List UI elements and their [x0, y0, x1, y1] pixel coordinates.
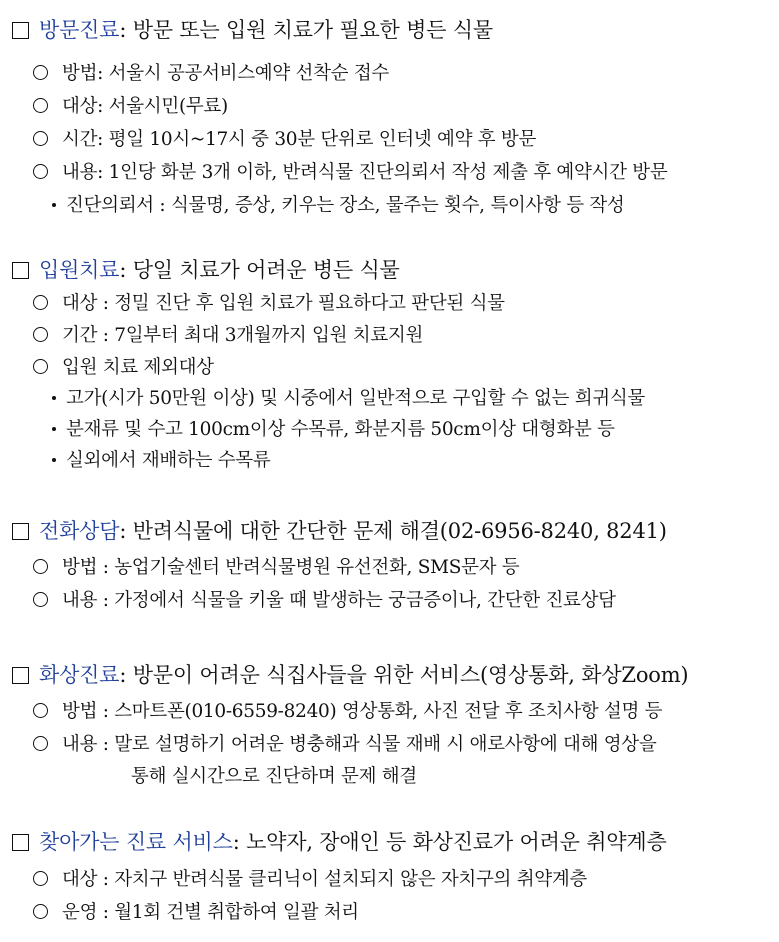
section-description: : 방문이 어려운 식집사들을 위한 서비스(영상통화, 화상Zoom): [119, 663, 689, 687]
hollow-circle-bullet-icon: [33, 164, 48, 179]
list-item: [33, 904, 359, 923]
hollow-circle-bullet-icon: [33, 592, 48, 607]
item-text: 기간 : 7일부터 최대 3개월까지 입원 치료지원: [62, 325, 424, 346]
list-item: [33, 131, 536, 150]
item-text: 대상: 서울시민(무료): [62, 96, 228, 117]
hollow-circle-bullet-icon: [33, 327, 48, 342]
checkbox-square-icon: [12, 834, 29, 851]
section-heading-visit-care: [12, 20, 493, 41]
hollow-circle-bullet-icon: [33, 295, 48, 310]
section-description: : 당일 치료가 어려운 병든 식물: [119, 258, 400, 282]
section-title: 입원치료: [39, 258, 120, 282]
sub-item-text: 분재류 및 수고 100cm이상 수목류, 화분지름 50cm이상 대형화분 등: [66, 419, 615, 440]
section-title: 찾아가는 진료 서비스: [39, 830, 233, 854]
sub-item-text: 진단의뢰서 : 식물명, 증상, 키우는 장소, 물주는 횟수, 특이사항 등 작성: [66, 195, 625, 216]
item-text: 입원 치료 제외대상: [62, 357, 214, 378]
hollow-circle-bullet-icon: [33, 65, 48, 80]
item-text: 방법: 서울시 공공서비스예약 선착순 접수: [62, 63, 389, 84]
sub-list-item: [52, 452, 270, 471]
list-item: [33, 736, 656, 755]
hollow-circle-bullet-icon: [33, 736, 48, 751]
item-text: 운영 : 월1회 건별 취합하여 일괄 처리: [62, 902, 359, 923]
item-text: 방법 : 농업기술센터 반려식물병원 유선전화, SMS문자 등: [62, 557, 520, 578]
sub-item-text: 고가(시가 50만원 이상) 및 시중에서 일반적으로 구입할 수 없는 희귀식물: [66, 388, 645, 409]
dot-bullet-icon: [52, 427, 56, 431]
list-item: [33, 559, 519, 578]
list-item: [33, 871, 587, 890]
dot-bullet-icon: [52, 458, 56, 462]
list-item: [33, 98, 228, 117]
section-heading-outreach-service: [12, 832, 667, 853]
sub-list-item: [52, 390, 645, 409]
hollow-circle-bullet-icon: [33, 871, 48, 886]
dot-bullet-icon: [52, 396, 56, 400]
section-heading-inpatient-care: [12, 260, 400, 281]
checkbox-square-icon: [12, 523, 29, 540]
hollow-circle-bullet-icon: [33, 559, 48, 574]
item-text: 내용 : 말로 설명하기 어려운 병충해과 식물 재배 시 애로사항에 대해 영상을: [62, 734, 657, 755]
list-item: [33, 592, 616, 611]
hollow-circle-bullet-icon: [33, 904, 48, 919]
list-item: [33, 327, 423, 346]
checkbox-square-icon: [12, 22, 29, 39]
item-continuation: 통해 실시간으로 진단하며 문제 해결: [131, 766, 417, 787]
item-text: 방법 : 스마트폰(010-6559-8240) 영상통화, 사진 전달 후 조치사항 설명 등: [62, 701, 663, 722]
item-text: 시간: 평일 10시~17시 중 30분 단위로 인터넷 예약 후 방문: [62, 129, 537, 150]
hollow-circle-bullet-icon: [33, 131, 48, 146]
list-item: [33, 703, 662, 722]
section-heading-phone-consult: [12, 521, 667, 542]
list-item: [33, 164, 667, 183]
section-description: : 방문 또는 입원 치료가 필요한 병든 식물: [119, 18, 493, 42]
item-text: 대상 : 자치구 반려식물 클리닉이 설치되지 않은 자치구의 취약계층: [62, 869, 587, 890]
section-heading-video-care: [12, 665, 688, 686]
checkbox-square-icon: [12, 262, 29, 279]
item-text: 내용: 1인당 화분 3개 이하, 반려식물 진단의뢰서 작성 제출 후 예약시간 방문: [62, 162, 668, 183]
sub-list-item: [52, 197, 624, 216]
item-text: 대상 : 정밀 진단 후 입원 치료가 필요하다고 판단된 식물: [62, 293, 505, 314]
section-title: 화상진료: [39, 663, 120, 687]
list-item: [33, 359, 214, 378]
section-description: : 노약자, 장애인 등 화상진료가 어려운 취약계층: [232, 830, 667, 854]
section-description: : 반려식물에 대한 간단한 문제 해결(02-6956-8240, 8241): [119, 519, 667, 543]
list-item: [33, 295, 505, 314]
section-title: 방문진료: [39, 18, 120, 42]
list-item: [33, 65, 389, 84]
sub-list-item: [52, 421, 615, 440]
section-title: 전화상담: [39, 519, 120, 543]
hollow-circle-bullet-icon: [33, 703, 48, 718]
checkbox-square-icon: [12, 667, 29, 684]
dot-bullet-icon: [52, 203, 56, 207]
sub-item-text: 실외에서 재배하는 수목류: [66, 450, 271, 471]
hollow-circle-bullet-icon: [33, 98, 48, 113]
hollow-circle-bullet-icon: [33, 359, 48, 374]
item-text: 내용 : 가정에서 식물을 키울 때 발생하는 궁금증이나, 간단한 진료상담: [62, 590, 616, 611]
